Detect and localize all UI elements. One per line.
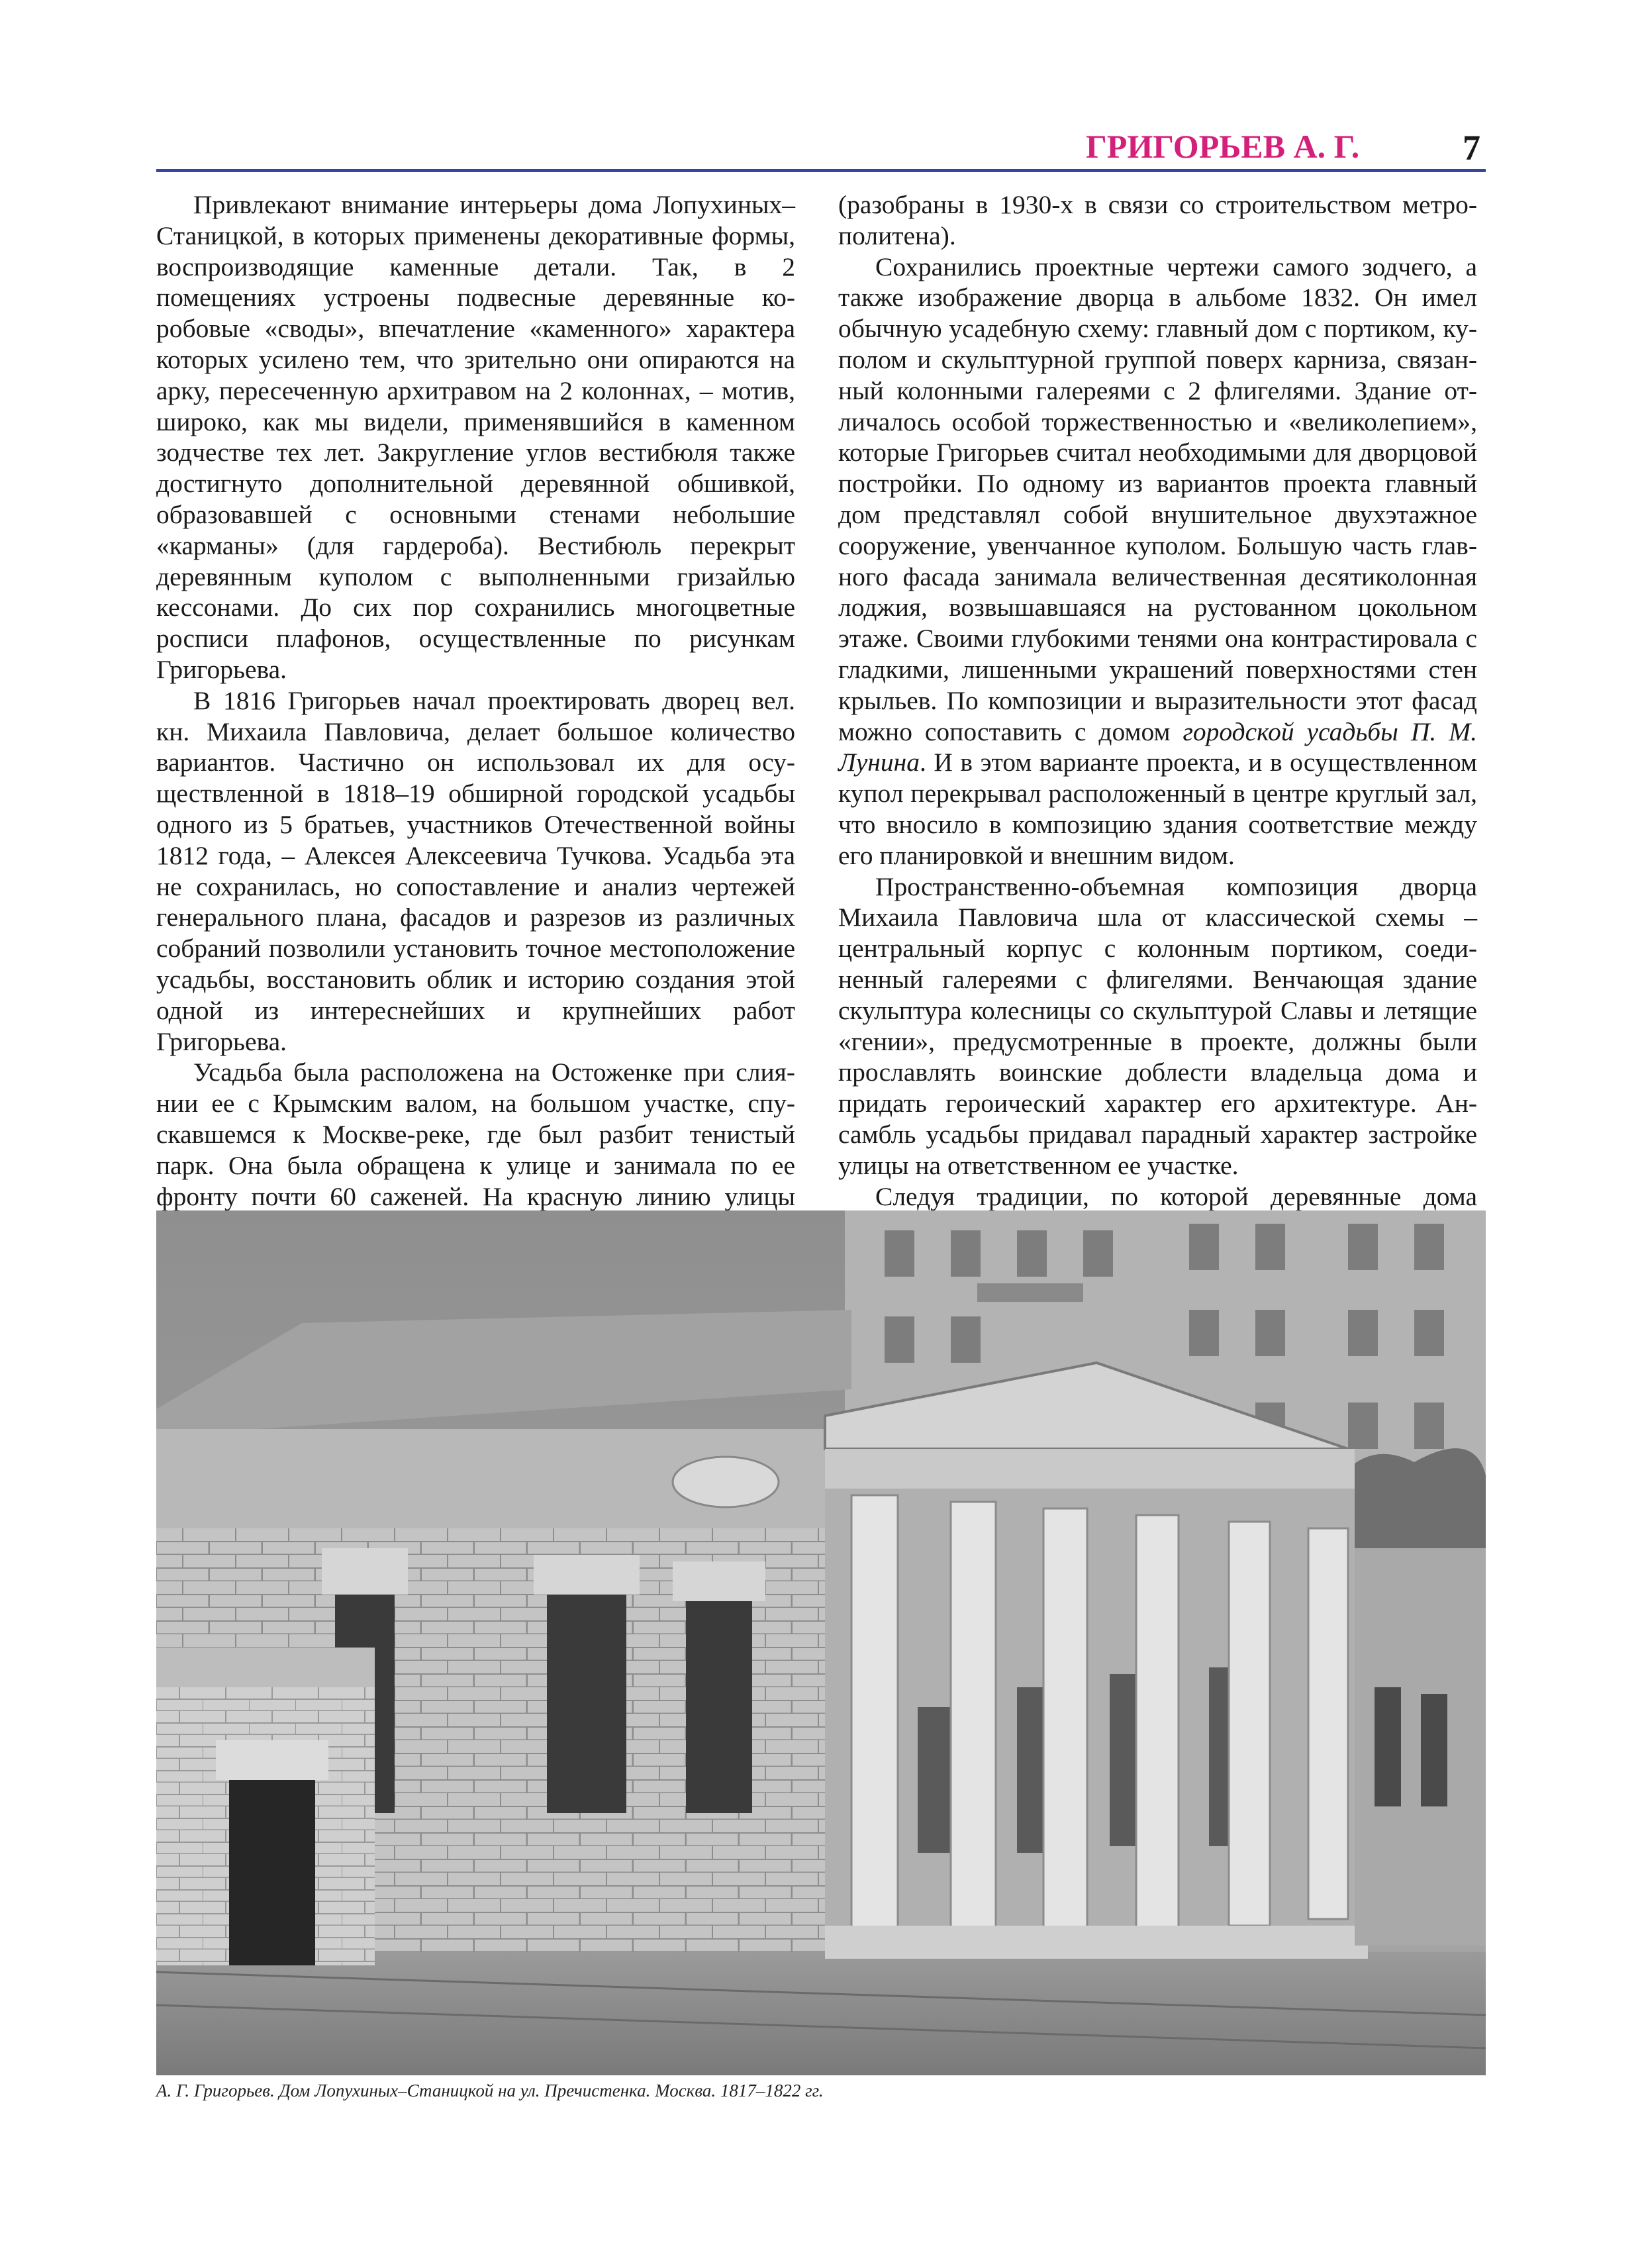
paragraph: (разобраны в 1930-х в связи со строительством метрополитена). <box>838 190 1477 250</box>
text-column-right <box>838 189 1477 1243</box>
paragraph: В 1816 Григорьев начал проектировать дворец вел. кн. Михаила Павловича, делает большое количество вариантов. Частично он использовал их для осуществленной в 1818–19 обширной городской усадьбы одного из 5 братьев, участников Отечественной войны 1812 года, – Алексея Алексеевича Тучкова. Усадьба эта не сохранилась, но сопоставление и анализ чертежей генерального плана, фасадов и разрезов из различных собраний позволили установить точное местоположение усадьбы, восстановить облик и историю создания этой одной из интереснейших и крупнейших работ Григорьева. <box>156 685 795 1056</box>
page-number: 7 <box>1463 128 1480 168</box>
gate <box>156 1648 375 1965</box>
building-photo <box>156 1210 1486 2075</box>
house-right-wing <box>1355 1548 1486 1946</box>
paragraph: Пространственно-объемная композиция дворца Михаила Павловича шла от классической схемы – центральный корпус с колонным портиком, соединенный галереями с флигелями. Венчающая здание скульптура колесницы со скульптурой Славы и летящие «гении», предусмотренные в проекте, должны были прославлять воинские доблести владельца дома и придать героический характер его архитектуре. Ансамбль усадьбы придавал парадный характер застройке улицы на ответственном ее участке. <box>838 871 1477 1180</box>
running-title: ГРИГОРЬЕВ А. Г. <box>1086 128 1360 165</box>
photo-illustration <box>156 1210 1486 2075</box>
street <box>156 1952 1486 2075</box>
paragraph-text: . И в этом варианте проекта, и в осуществленном купол перекрывал расположенный в центре круглый зал, что вносило в композицию здания соответствие между его планировкой и внешним видом. <box>838 748 1477 870</box>
paragraph <box>838 252 1477 871</box>
paragraph: Привлекают внимание интерьеры дома Лопухиных–Станицкой, в которых применены декоративные формы, воспроизводящие каменные детали. Так, в 2 помещениях устроены подвесные деревянные коробовые «своды», впечатление «каменного» характера которых усилено тем, что зрительно они опираются на арку, пересеченную архитравом на 2 колоннах, – мотив, широко, как мы видели, применявшийся в каменном зодчестве тех лет. Закругление углов вестибюля также достигнуто дополнительной деревянной обшивкой, образовавшей с основными стенами небольшие «карманы» (для гардероба). Вестибюль перекрыт деревянным куполом с выполненными гризайлью кессонами. До сих пор сохранились многоцветные росписи плафонов, осуществленные по рисункам Григорьева. <box>156 190 795 684</box>
header-rule <box>156 169 1486 172</box>
italic-reference: городской усадьбы П. М. Лунина <box>838 716 1478 777</box>
paragraph-text: Сохранились проектные чертежи самого зодчего, а также изображение дворца в альбоме 1832. Он имел обычную усадебную схему: главный дом с портиком, куполом и скульптурной группой поверх карниза, связанный колонными галереями с 2 флигелями. Здание отличалось особой торжественностью и «великолепием», которые Григорьев считал необходимыми для дворцовой постройки. По одному из вариантов проекта главный дом представлял собой внушительное двухэтажное сооружение, увенчанное куполом. Большую часть главного фасада занимала величественная десятиколонная лоджия, возвышавшаяся на рустованном цокольном этаже. Своими глубокими тенями она контрастировала с гладкими, лишенными украшений поверхностями стен крыльев. По композиции и выразительности этот фасад можно сопоставить с домом <box>838 252 1477 746</box>
paragraph: Усадьба была расположена на Остоженке при слиянии ее с Крымским валом, на большом участке, спускавшемся к Москве-реке, где был разбит тенистый парк. Она была обращена к улице и занимала по ее фронту почти 60 саженей. На красную линию улицы <box>156 1058 795 1211</box>
text-column-left <box>156 189 795 1243</box>
portico <box>825 1363 1368 1959</box>
figure-caption: А. Г. Григорьев. Дом Лопухиных–Станицкой на ул. Пречистенка. Москва. 1817–1822 гг. <box>156 2081 824 2100</box>
paragraph: Следуя традиции, по которой деревянные дома <box>875 1181 1477 1211</box>
